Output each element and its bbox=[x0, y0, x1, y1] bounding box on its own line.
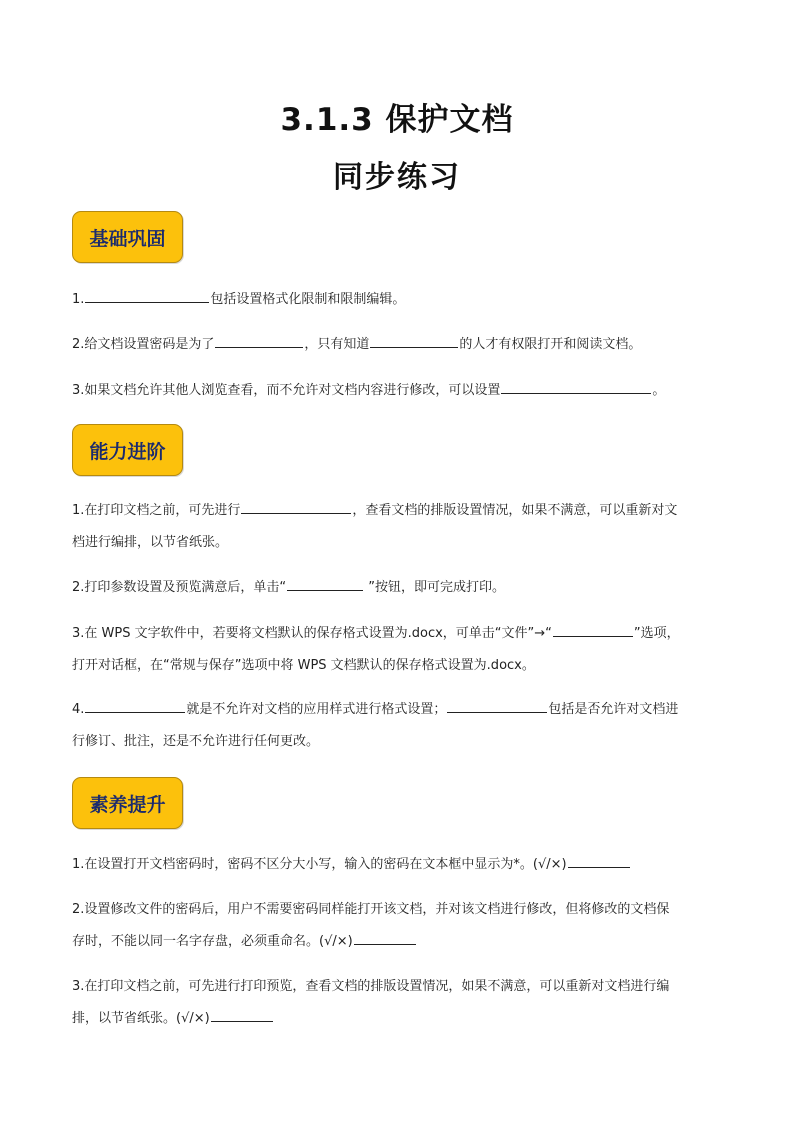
question-basic-1: 1. 包括设置格式化限制和限制编辑。 bbox=[72, 284, 724, 316]
answer-blank[interactable] bbox=[241, 497, 351, 514]
question-basic-3: 3.如果文档允许其他人浏览查看，而不允许对文档内容进行修改，可以设置 。 bbox=[72, 375, 724, 407]
answer-blank[interactable] bbox=[501, 377, 651, 394]
question-basic-2: 2.给文档设置密码是为了 ，只有知道 的人才有权限打开和阅读文档。 bbox=[72, 329, 724, 361]
answer-blank[interactable] bbox=[568, 851, 630, 868]
question-advanced-2: 2.打印参数设置及预览满意后，单击“ ”按钮，即可完成打印。 bbox=[72, 572, 724, 604]
page-title: 3.1.3 保护文档 bbox=[280, 102, 514, 138]
page-subtitle: 同步练习 bbox=[333, 160, 461, 195]
section-badge-advanced: 能力进阶 bbox=[72, 424, 183, 476]
question-advanced-4: 4. 就是不允许对文档的应用样式进行格式设置； 包括是否允许对文档进 行修订、批注，还是不允许进行任何更改。 bbox=[72, 694, 724, 758]
question-literacy-1: 1.在设置打开文档密码时，密码不区分大小写，输入的密码在文本框中显示为*。(√/×) bbox=[72, 849, 724, 881]
section-badge-basic: 基础巩固 bbox=[72, 211, 183, 263]
answer-blank[interactable] bbox=[85, 696, 185, 713]
answer-blank[interactable] bbox=[85, 286, 209, 303]
answer-blank[interactable] bbox=[211, 1005, 273, 1022]
section-badge-literacy: 素养提升 bbox=[72, 777, 183, 829]
answer-blank[interactable] bbox=[287, 574, 363, 591]
question-literacy-3: 3.在打印文档之前，可先进行打印预览，查看文档的排版设置情况，如果不满意，可以重新对文档进行编 排，以节省纸张。(√/×) bbox=[72, 979, 670, 1026]
answer-blank[interactable] bbox=[215, 331, 303, 348]
question-literacy-2: 2.设置修改文件的密码后，用户不需要密码同样能打开该文档，并对该文档进行修改，但将修改的文档保 存时，不能以同一名字存盘，必须重命名。(√/×) bbox=[72, 902, 670, 949]
question-advanced-3: 3.在 WPS 文字软件中，若要将文档默认的保存格式设置为.docx，可单击“文件”→“ ”选项， 打开对话框，在“常规与保存”选项中将 WPS 文档默认的保存格式设置为.docx。 bbox=[72, 618, 724, 682]
answer-blank[interactable] bbox=[553, 620, 633, 637]
answer-blank[interactable] bbox=[354, 928, 416, 945]
question-advanced-1: 1.在打印文档之前，可先进行 ，查看文档的排版设置情况，如果不满意，可以重新对文 档进行编排，以节省纸张。 bbox=[72, 495, 724, 559]
answer-blank[interactable] bbox=[447, 696, 547, 713]
answer-blank[interactable] bbox=[370, 331, 458, 348]
